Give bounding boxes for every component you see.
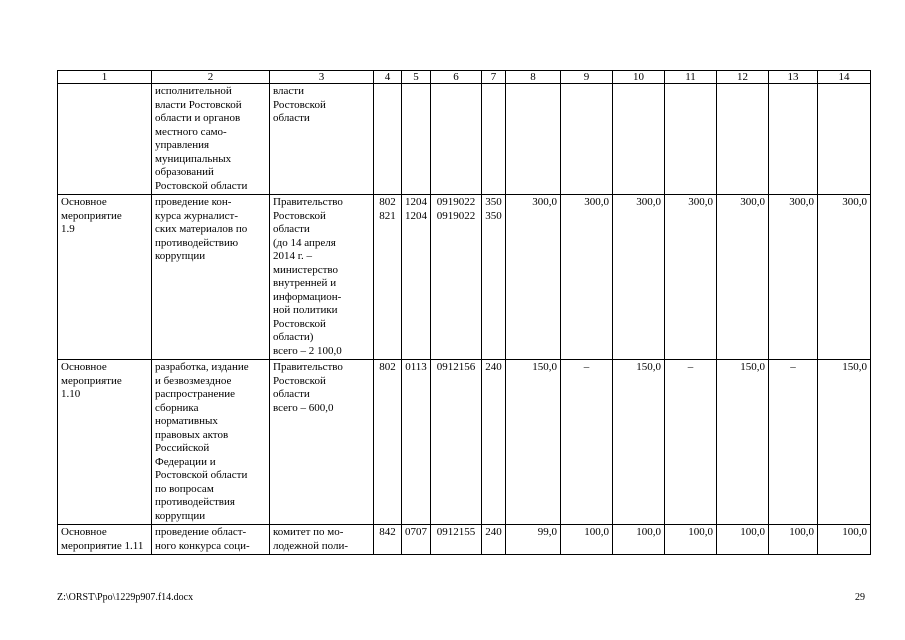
column-number-row [58, 71, 871, 84]
csr-cell: 0919022 0919022 [431, 195, 482, 360]
col-header: 5 [402, 71, 431, 84]
value-cell: 100,0 [769, 525, 818, 555]
col-header: 11 [665, 71, 717, 84]
grbs-cell: 802 821 [374, 195, 402, 360]
value-cell: 300,0 [613, 195, 665, 360]
activity-name-cell: Основное мероприятие 1.11 [58, 525, 152, 555]
value-cell [613, 84, 665, 195]
csr-cell [431, 84, 482, 195]
value-cell: 100,0 [561, 525, 613, 555]
activity-description-cell: проведение кон- курса журналист- ских материалов по противодействию коррупции [152, 195, 270, 360]
col-header: 13 [769, 71, 818, 84]
grbs-cell: 802 [374, 360, 402, 525]
col-header: 4 [374, 71, 402, 84]
csr-cell: 0912155 [431, 525, 482, 555]
value-cell: – [561, 360, 613, 525]
activity-name-cell: Основное мероприятие 1.9 [58, 195, 152, 360]
value-cell: 150,0 [818, 360, 871, 525]
value-cell: 100,0 [717, 525, 769, 555]
activity-description-cell: исполнительной власти Ростовской области и органов местного само- управления муниципальных образований Ростовской области [152, 84, 270, 195]
table-row [58, 84, 871, 195]
value-cell: 100,0 [818, 525, 871, 555]
vr-cell: 350 350 [482, 195, 506, 360]
table-row [58, 195, 871, 360]
activity-description-cell: проведение област- ного конкурса соци- [152, 525, 270, 555]
value-cell: 100,0 [665, 525, 717, 555]
col-header: 3 [270, 71, 374, 84]
value-cell [506, 84, 561, 195]
activity-name-cell [58, 84, 152, 195]
value-cell: 300,0 [818, 195, 871, 360]
vr-cell [482, 84, 506, 195]
value-cell [769, 84, 818, 195]
value-cell: 300,0 [665, 195, 717, 360]
col-header: 6 [431, 71, 482, 84]
table-row [58, 360, 871, 525]
col-header: 8 [506, 71, 561, 84]
col-header: 12 [717, 71, 769, 84]
value-cell: 100,0 [613, 525, 665, 555]
value-cell [665, 84, 717, 195]
vr-cell: 240 [482, 360, 506, 525]
value-cell: 150,0 [717, 360, 769, 525]
program-table [57, 70, 871, 555]
executor-cell: комитет по мо- лодежной поли- [270, 525, 374, 555]
executor-cell: власти Ростовской области [270, 84, 374, 195]
value-cell [561, 84, 613, 195]
file-path-footer: Z:\ORST\Ppo\1229p907.f14.docx [57, 592, 194, 603]
value-cell: 300,0 [506, 195, 561, 360]
rzpr-cell: 0707 [402, 525, 431, 555]
col-header: 9 [561, 71, 613, 84]
value-cell: 300,0 [717, 195, 769, 360]
grbs-cell [374, 84, 402, 195]
value-cell: – [769, 360, 818, 525]
value-cell: 300,0 [561, 195, 613, 360]
value-cell: 300,0 [769, 195, 818, 360]
grbs-cell: 842 [374, 525, 402, 555]
page-number: 29 [855, 592, 865, 603]
value-cell: 99,0 [506, 525, 561, 555]
col-header: 2 [152, 71, 270, 84]
col-header: 7 [482, 71, 506, 84]
vr-cell: 240 [482, 525, 506, 555]
value-cell [818, 84, 871, 195]
value-cell: 150,0 [613, 360, 665, 525]
value-cell: – [665, 360, 717, 525]
value-cell [717, 84, 769, 195]
csr-cell: 0912156 [431, 360, 482, 525]
rzpr-cell: 0113 [402, 360, 431, 525]
col-header: 10 [613, 71, 665, 84]
col-header: 14 [818, 71, 871, 84]
table-row [58, 525, 871, 555]
executor-cell: Правительство Ростовской области всего – 600,0 [270, 360, 374, 525]
value-cell: 150,0 [506, 360, 561, 525]
col-header: 1 [58, 71, 152, 84]
executor-cell: Правительство Ростовской области (до 14 апреля 2014 г. – министерство внутренней и информацион- ной политики Ростовской области) всего – 2 100,0 [270, 195, 374, 360]
rzpr-cell: 1204 1204 [402, 195, 431, 360]
activity-name-cell: Основное мероприятие 1.10 [58, 360, 152, 525]
activity-description-cell: разработка, издание и безвозмездное распространение сборника нормативных правовых актов Российской Федерации и Ростовской области по вопросам противодействия коррупции [152, 360, 270, 525]
rzpr-cell [402, 84, 431, 195]
